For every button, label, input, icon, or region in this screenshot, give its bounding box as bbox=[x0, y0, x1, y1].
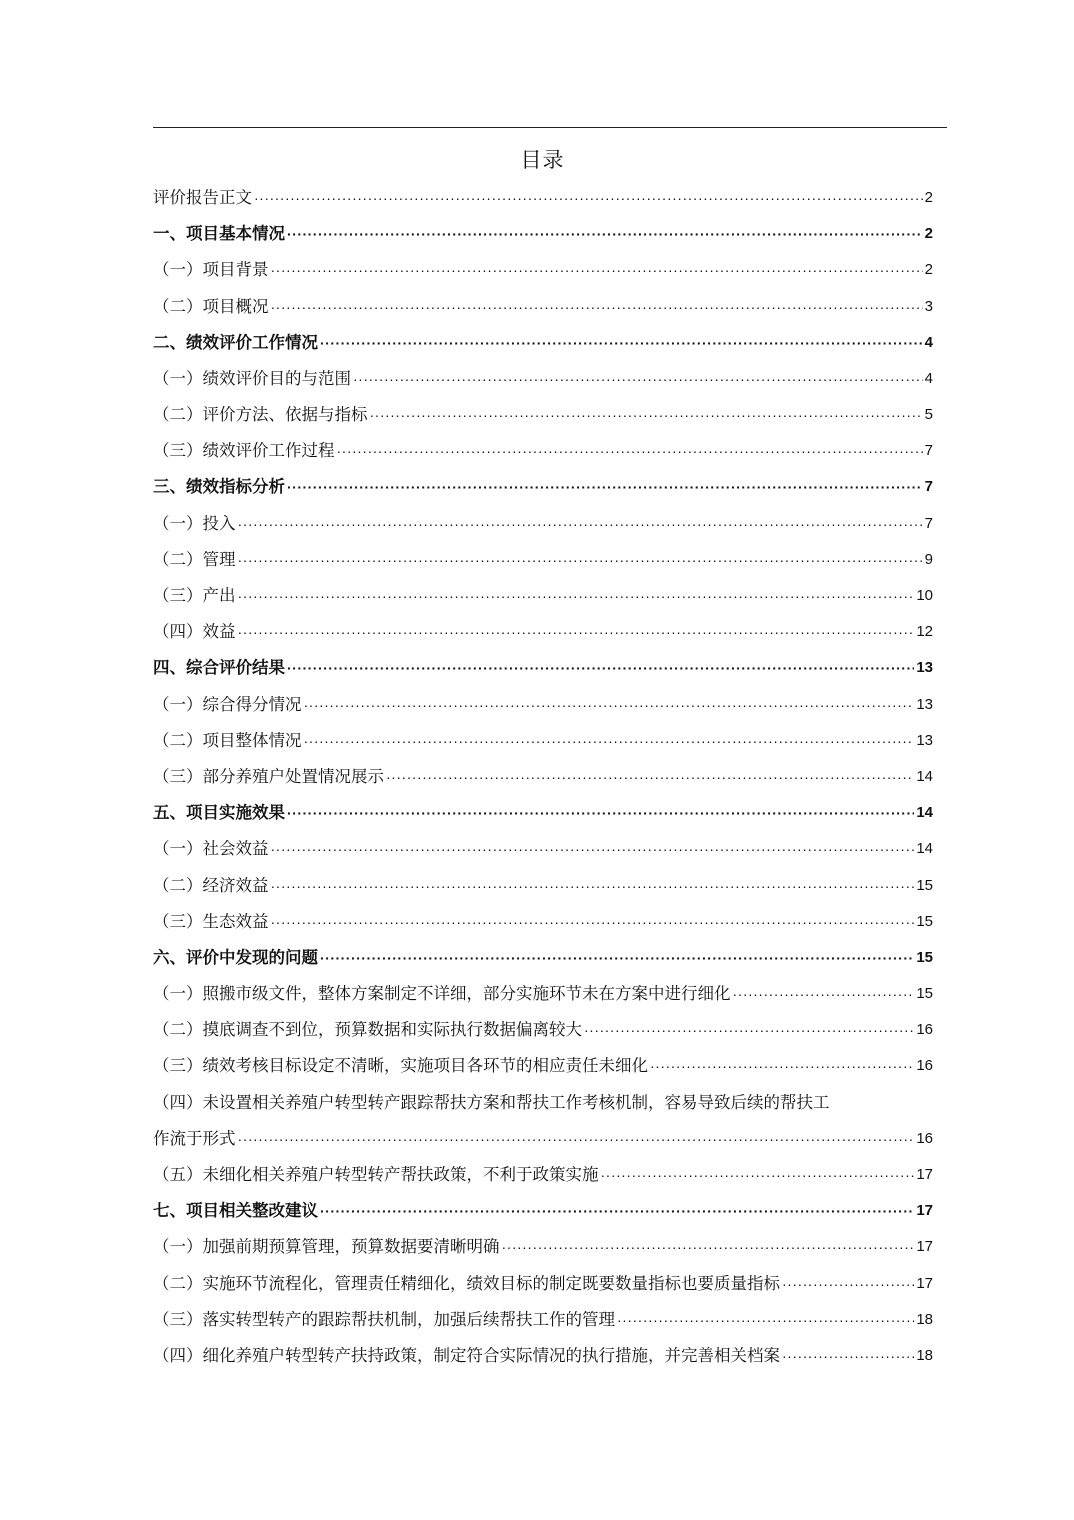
toc-dot-leader bbox=[782, 1266, 914, 1302]
toc-page-number: 13 bbox=[916, 731, 933, 749]
toc-dot-leader bbox=[238, 614, 915, 650]
toc-page-number: 14 bbox=[916, 767, 933, 785]
toc-page-number: 12 bbox=[916, 623, 933, 641]
toc-subsection-row[interactable] bbox=[153, 506, 933, 542]
toc-subsection-row[interactable] bbox=[153, 1121, 933, 1157]
toc-dot-leader bbox=[271, 868, 915, 904]
toc-subsection-row[interactable] bbox=[153, 831, 933, 867]
toc-entry-text: （四）细化养殖户转型转产扶持政策，制定符合实际情况的执行措施，并完善相关档案 bbox=[153, 1345, 780, 1365]
toc-entry-text: （一）投入 bbox=[153, 513, 236, 533]
toc-entry-text: 三、绩效指标分析 bbox=[153, 477, 285, 497]
toc-subsection-row[interactable] bbox=[153, 759, 933, 795]
toc-subsection-row[interactable] bbox=[153, 361, 933, 397]
toc-entry-text: （一）综合得分情况 bbox=[153, 694, 302, 714]
toc-page-number: 15 bbox=[916, 912, 933, 930]
toc-section-row[interactable] bbox=[153, 650, 933, 686]
toc-entry-text: 六、评价中发现的问题 bbox=[153, 947, 318, 967]
toc-page-number: 7 bbox=[924, 442, 933, 460]
toc-page-number: 3 bbox=[924, 297, 933, 315]
toc-dot-leader bbox=[337, 433, 923, 469]
toc-section-row[interactable] bbox=[153, 470, 933, 506]
toc-entry-text: （二）摸底调查不到位，预算数据和实际执行数据偏离较大 bbox=[153, 1020, 582, 1040]
toc-subsection-row[interactable] bbox=[153, 397, 933, 433]
toc-entry-text: （二）管理 bbox=[153, 549, 236, 569]
toc-entry-text: （二）实施环节流程化，管理责任精细化，绩效目标的制定既要数量指标也要质量指标 bbox=[153, 1273, 780, 1293]
toc-dot-leader bbox=[287, 216, 923, 252]
toc-page-number: 15 bbox=[916, 876, 933, 894]
toc-section-row[interactable] bbox=[153, 795, 933, 831]
toc-subsection-row[interactable] bbox=[153, 1157, 933, 1193]
toc-dot-leader bbox=[238, 506, 923, 542]
toc-page-number: 13 bbox=[916, 659, 933, 677]
toc-page-number: 4 bbox=[924, 333, 933, 351]
toc-entry-text: 二、绩效评价工作情况 bbox=[153, 332, 318, 352]
toc-dot-leader bbox=[271, 831, 915, 867]
toc-subsection-row[interactable] bbox=[153, 868, 933, 904]
toc-dot-leader bbox=[238, 542, 923, 578]
toc-section-row[interactable] bbox=[153, 216, 933, 252]
toc-subsection-row[interactable] bbox=[153, 1338, 933, 1374]
toc-entry-text: 四、综合评价结果 bbox=[153, 658, 285, 678]
toc-section-row[interactable] bbox=[153, 325, 933, 361]
toc-subsection-row[interactable] bbox=[153, 1049, 933, 1085]
toc-dot-leader bbox=[287, 650, 914, 686]
toc-dot-leader bbox=[370, 397, 923, 433]
toc-dot-leader bbox=[733, 976, 915, 1012]
toc-page-number: 17 bbox=[916, 1238, 933, 1256]
toc-page-number: 14 bbox=[916, 804, 933, 822]
toc-entry-text: （三）生态效益 bbox=[153, 911, 269, 931]
toc-entry-text: （二）经济效益 bbox=[153, 875, 269, 895]
toc-dot-leader bbox=[271, 252, 923, 288]
toc-dot-leader bbox=[304, 687, 915, 723]
toc-dot-leader bbox=[287, 469, 923, 505]
toc-page-number: 16 bbox=[916, 1129, 933, 1147]
toc-dot-leader bbox=[782, 1338, 914, 1374]
toc-entry-text: （二）项目概况 bbox=[153, 296, 269, 316]
toc-dot-leader bbox=[287, 795, 914, 831]
toc-section-row[interactable] bbox=[153, 940, 933, 976]
toc-entry-text: （三）部分养殖户处置情况展示 bbox=[153, 766, 384, 786]
toc-entry-text: （三）落实转型转产的跟踪帮扶机制，加强后续帮扶工作的管理 bbox=[153, 1309, 615, 1329]
toc-page-number: 10 bbox=[916, 587, 933, 605]
toc-entry-text: （五）未细化相关养殖户转型转产帮扶政策，不利于政策实施 bbox=[153, 1165, 599, 1185]
toc-subsection-row[interactable] bbox=[153, 542, 933, 578]
toc-page-number: 2 bbox=[924, 261, 933, 279]
header-rule bbox=[153, 127, 947, 128]
toc-entry-text: 作流于形式 bbox=[153, 1128, 236, 1148]
toc-page-number: 18 bbox=[916, 1310, 933, 1328]
toc-list bbox=[153, 180, 933, 1374]
toc-page-number: 9 bbox=[924, 550, 933, 568]
toc-page-number: 2 bbox=[924, 225, 933, 243]
toc-subsection-row[interactable] bbox=[153, 904, 933, 940]
toc-page-number: 7 bbox=[924, 478, 933, 496]
toc-entry-text: （四）未设置相关养殖户转型转产跟踪帮扶方案和帮扶工作考核机制，容易导致后续的帮扶工 bbox=[153, 1092, 830, 1112]
toc-subsection-row[interactable] bbox=[153, 687, 933, 723]
toc-entry-text: （二）项目整体情况 bbox=[153, 730, 302, 750]
toc-dot-leader bbox=[238, 578, 915, 614]
toc-entry-text: （四）效益 bbox=[153, 622, 236, 642]
toc-dot-leader bbox=[617, 1302, 914, 1338]
toc-entry-text: （三）绩效评价工作过程 bbox=[153, 441, 335, 461]
toc-entry-text: （一）照搬市级文件，整体方案制定不详细，部分实施环节未在方案中进行细化 bbox=[153, 984, 731, 1004]
toc-page-number: 4 bbox=[924, 369, 933, 387]
toc-page-number: 15 bbox=[916, 985, 933, 1003]
toc-entry-text: （一）社会效益 bbox=[153, 839, 269, 859]
toc-subsection-row[interactable] bbox=[153, 433, 933, 469]
toc-entry-text: （一）项目背景 bbox=[153, 260, 269, 280]
toc-dot-leader bbox=[353, 361, 923, 397]
toc-title: 目录 bbox=[520, 148, 565, 172]
toc-page-number: 14 bbox=[916, 840, 933, 858]
toc-entry-text: （一）加强前期预算管理，预算数据要清晰明确 bbox=[153, 1237, 500, 1257]
toc-subsection-row[interactable] bbox=[153, 1266, 933, 1302]
toc-entry-text: 五、项目实施效果 bbox=[153, 803, 285, 823]
toc-page-number: 17 bbox=[916, 1274, 933, 1292]
toc-entry-text: 一、项目基本情况 bbox=[153, 224, 285, 244]
toc-subsection-row[interactable] bbox=[153, 252, 933, 288]
toc-page-number: 15 bbox=[916, 948, 933, 966]
toc-dot-leader bbox=[238, 1121, 915, 1157]
toc-subsection-row[interactable] bbox=[153, 180, 933, 216]
toc-entry-text: 评价报告正文 bbox=[153, 187, 252, 207]
toc-subsection-row[interactable] bbox=[153, 578, 933, 614]
toc-dot-leader bbox=[320, 325, 923, 361]
toc-page-number: 7 bbox=[924, 514, 933, 532]
toc-page-number: 17 bbox=[916, 1166, 933, 1184]
toc-entry-text: （二）评价方法、依据与指标 bbox=[153, 405, 368, 425]
toc-dot-leader bbox=[320, 940, 914, 976]
toc-subsection-row[interactable] bbox=[153, 976, 933, 1012]
toc-dot-leader bbox=[650, 1048, 914, 1084]
toc-page-number: 13 bbox=[916, 695, 933, 713]
toc-entry-text: 七、项目相关整改建议 bbox=[153, 1201, 318, 1221]
toc-entry-text: （三）产出 bbox=[153, 586, 236, 606]
toc-dot-leader bbox=[502, 1229, 915, 1265]
toc-page-number: 16 bbox=[916, 1057, 933, 1075]
toc-dot-leader bbox=[386, 759, 914, 795]
toc-subsection-row[interactable] bbox=[153, 1012, 933, 1048]
toc-page-number: 2 bbox=[924, 188, 933, 206]
toc-dot-leader bbox=[271, 289, 923, 325]
toc-subsection-row[interactable] bbox=[153, 723, 933, 759]
toc-dot-leader bbox=[254, 180, 923, 216]
toc-page-number: 16 bbox=[916, 1021, 933, 1039]
toc-dot-leader bbox=[304, 723, 915, 759]
toc-subsection-row[interactable] bbox=[153, 614, 933, 650]
toc-dot-leader bbox=[601, 1157, 915, 1193]
toc-dot-leader bbox=[271, 904, 915, 940]
toc-dot-leader bbox=[320, 1193, 914, 1229]
toc-page-number: 5 bbox=[924, 406, 933, 424]
toc-section-row[interactable] bbox=[153, 1193, 933, 1229]
toc-entry-text: （一）绩效评价目的与范围 bbox=[153, 368, 351, 388]
toc-subsection-row[interactable] bbox=[153, 1229, 933, 1265]
toc-subsection-row[interactable] bbox=[153, 289, 933, 325]
toc-entry-text: （三）绩效考核目标设定不清晰，实施项目各环节的相应责任未细化 bbox=[153, 1056, 648, 1076]
toc-dot-leader bbox=[584, 1012, 914, 1048]
toc-subsection-row[interactable] bbox=[153, 1302, 933, 1338]
toc-subsection-row[interactable] bbox=[153, 1085, 933, 1121]
toc-page-number: 18 bbox=[916, 1346, 933, 1364]
toc-page-number: 17 bbox=[916, 1202, 933, 1220]
